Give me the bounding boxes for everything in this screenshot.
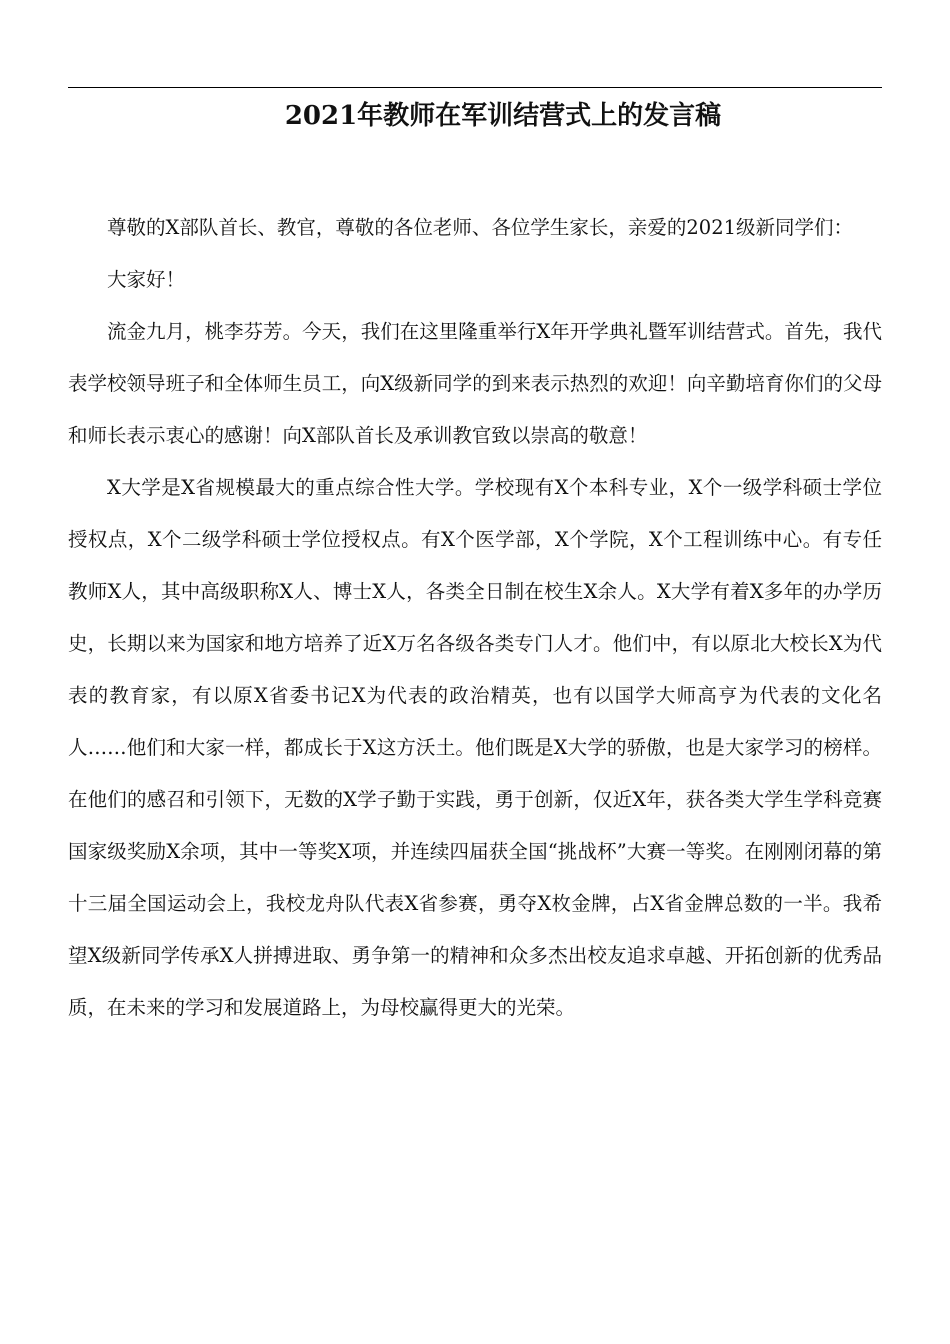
- paragraph-greeting: 大家好！: [107, 268, 186, 291]
- paragraph-opening: 流金九月，桃李芬芳。今天，我们在这里隆重举行X年开学典礼暨军训结营式。首先，我代表学校领导班子和全体师生员工，向X级新同学的到来表示热烈的欢迎！向辛勤培育你们的父母和师长表示衷心的感谢！向X部队首长及承训教官致以崇高的敬意！: [68, 320, 882, 447]
- paragraph-salutation: 尊敬的X部队首长、教官，尊敬的各位老师、各位学生家长，亲爱的2021级新同学们：: [107, 216, 854, 239]
- paragraph-university-intro: X大学是X省规模最大的重点综合性大学。学校现有X个本科专业，X个一级学科硕士学位授权点，X个二级学科硕士学位授权点。有X个医学部，X个学院，X个工程训练中心。有专任教师X人，其中高级职称X人、博士X人，各类全日制在校生X余人。X大学有着X多年的办学历史，长期以来为国家和地方培养了近X万名各级各类专门人才。他们中，有以原北大校长X为代表的教育家，有以原X省委书记X为代表的政治精英，也有以国学大师高亨为代表的文化名人……他们和大家一样，都成长于X这方沃土。他们既是X大学的骄傲，也是大家学习的榜样。在他们的感召和引领下，无数的X学子勤于实践，勇于创新，仅近X年，获各类大学生学科竞赛国家级奖励X余项，其中一等奖X项，并连续四届获全国“挑战杯”大赛一等奖。在刚刚闭幕的第十三届全国运动会上，我校龙舟队代表X省参赛，勇夺X枚金牌，占X省金牌总数的一半。我希望X级新同学传承X人拼搏进取、勇争第一的精神和众多杰出校友追求卓越、开拓创新的优秀品质，在未来的学习和发展道路上，为母校赢得更大的光荣。: [68, 476, 882, 1019]
- document-title: 2021年教师在军训结营式上的发言稿: [284, 101, 722, 131]
- document-body: [68, 202, 882, 1034]
- header-rule: [68, 87, 882, 88]
